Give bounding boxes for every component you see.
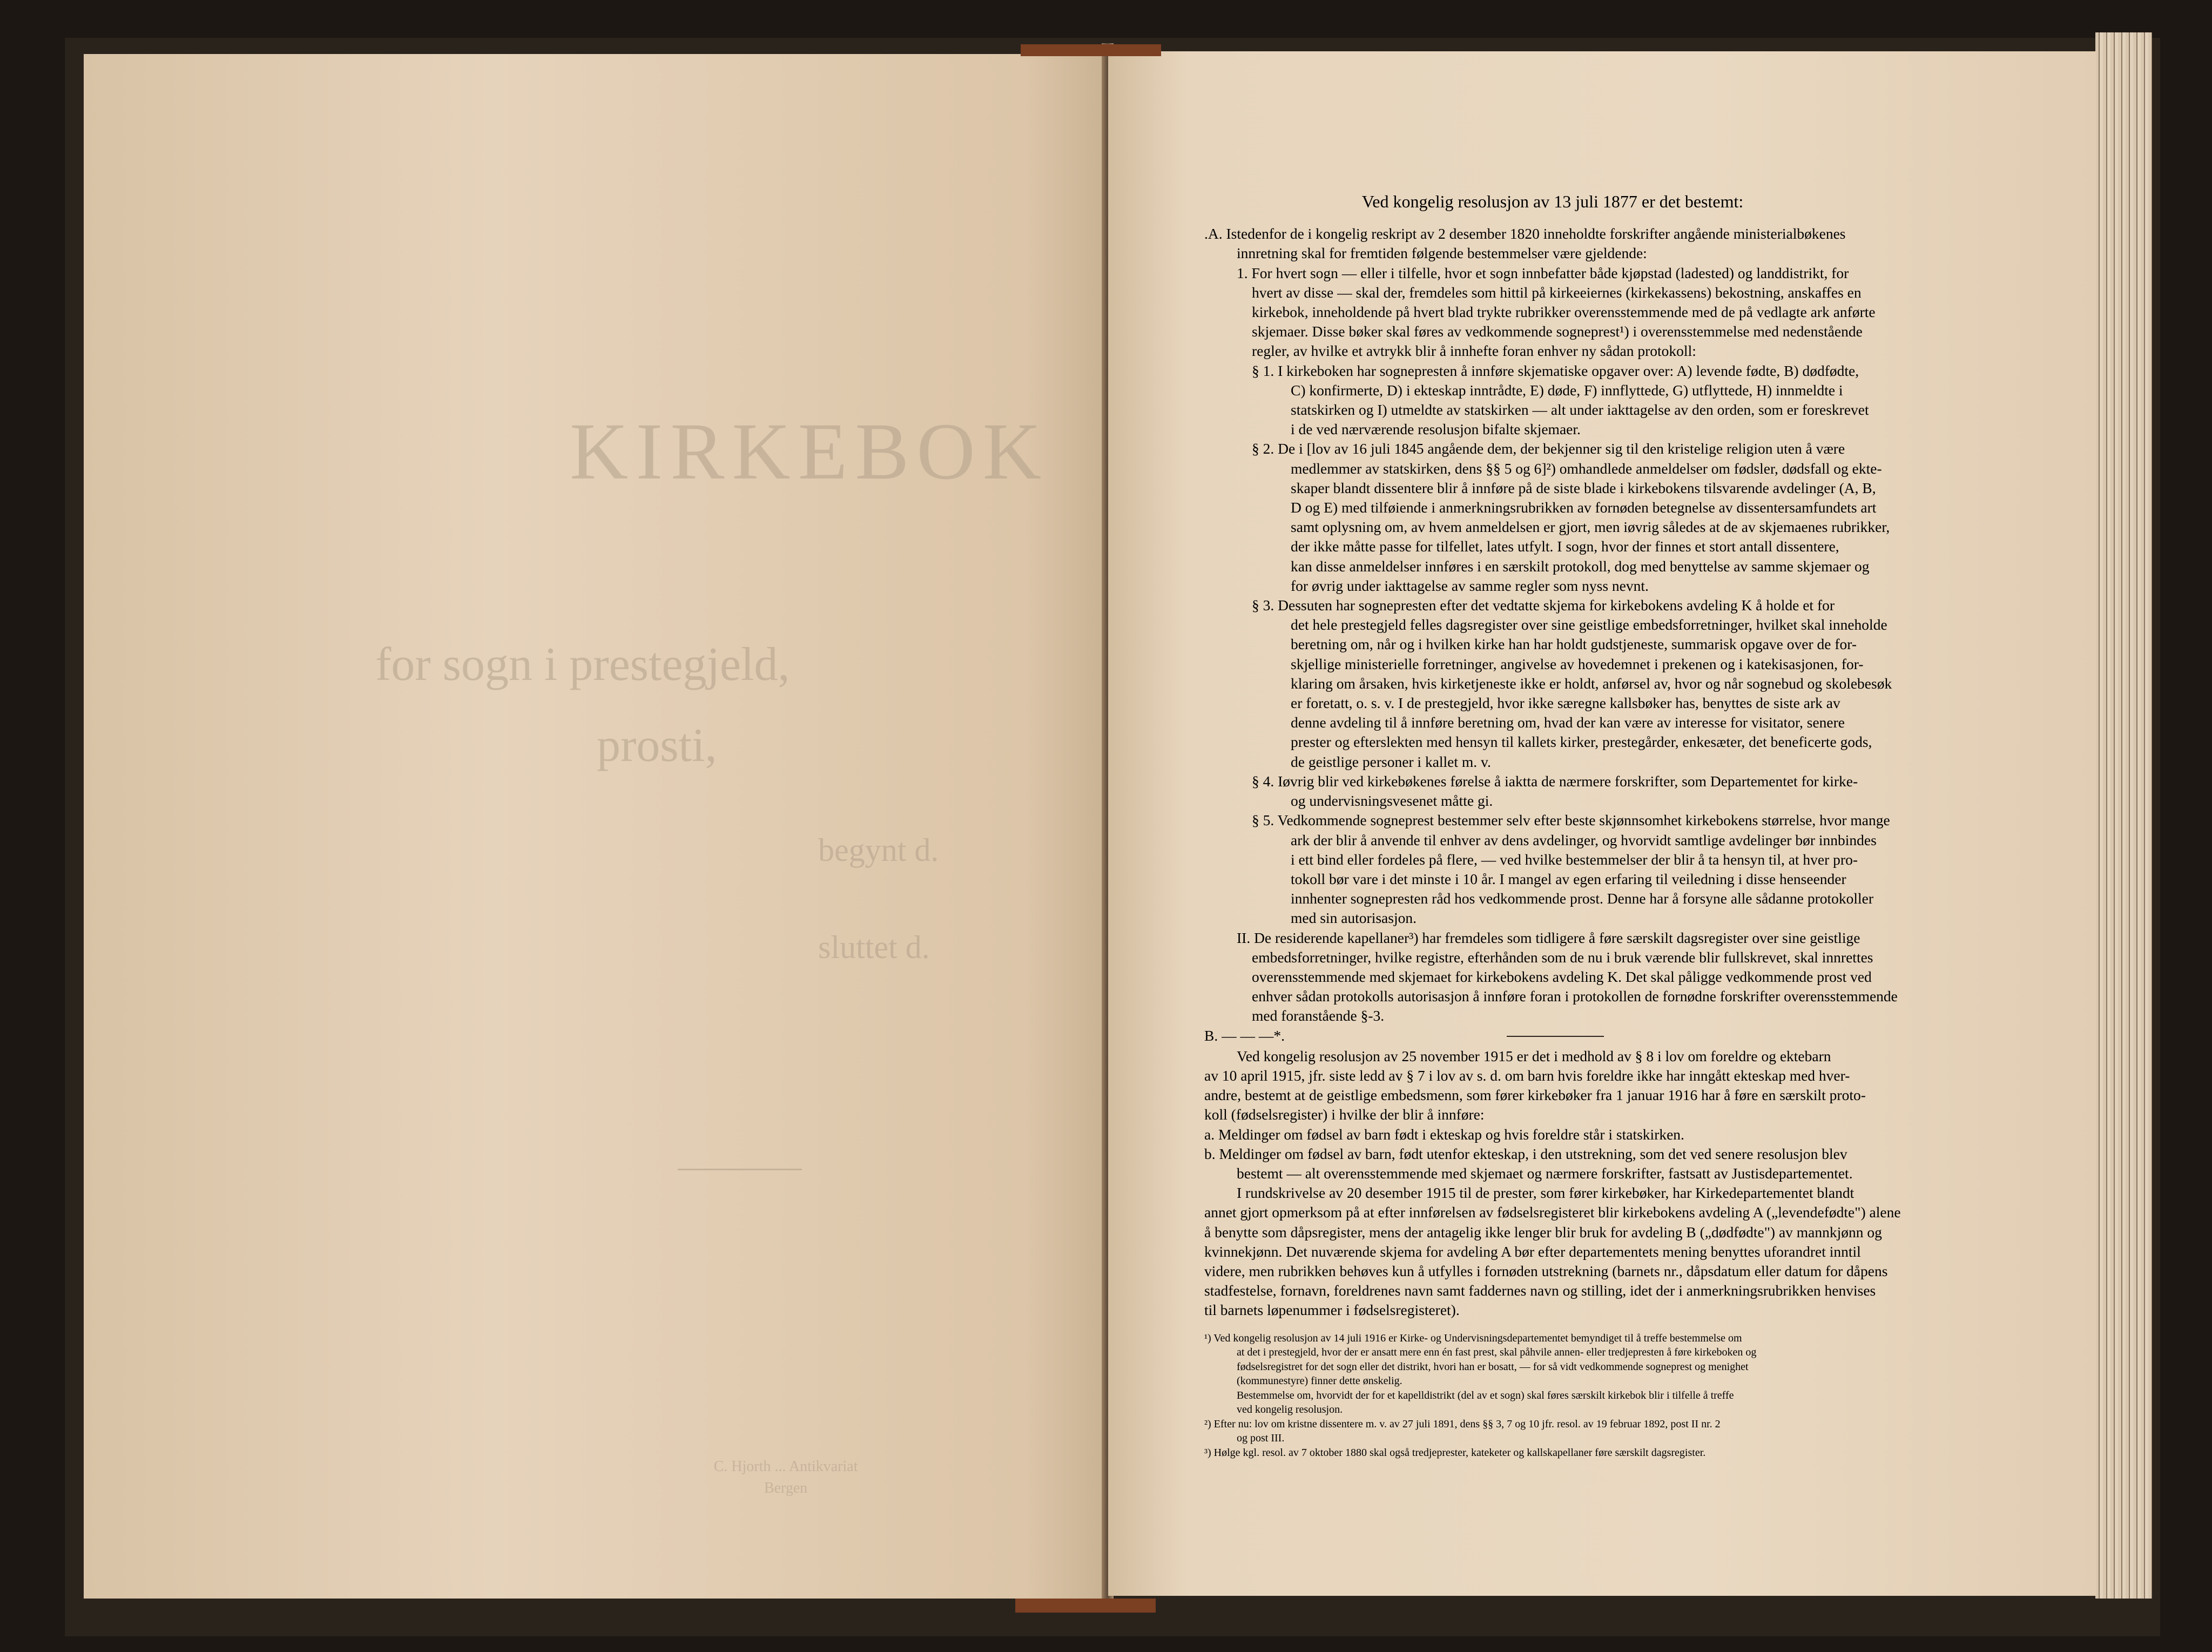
text-line: innhenter sognepresten råd hos vedkommende prost. Denne har å forsyne alle sådanne protokoller xyxy=(1291,890,1874,907)
text-line: der ikke måtte passe for tilfellet, lates utfylt. I sogn, hvor der finnes et stort antall dissentere, xyxy=(1291,538,1839,555)
text-line: § 4. Iøvrig blir ved kirkebøkenes førelse å iaktta de nærmere forskrifter, som Departementet for kirke- xyxy=(1252,772,1858,790)
text-line: av 10 april 1915, jfr. siste ledd av § 7 i lov av s. d. om barn hvis foreldre ikke har inngått ekteskap med hver- xyxy=(1204,1067,1850,1084)
footnote-line: og post III. xyxy=(1237,1432,1285,1445)
text-line: samt oplysning om, av hvem anmeldelsen er gjort, men iøvrig således at de av skjemaenes rubrikker, xyxy=(1291,518,1890,536)
text-line: beretning om, når og i hvilken kirke han har holdt gudstjeneste, summarisk opgave over de for- xyxy=(1291,636,1857,653)
text-line: bestemt — alt overensstemmende med skjemaet og nærmere forskrifter, fastsatt av Justisdepartementet. xyxy=(1237,1164,1853,1182)
text-line: § 2. De i [lov av 16 juli 1845 angående dem, der bekjenner sig til den kristelige religion uten å være xyxy=(1252,440,1845,457)
text-line: klaring om årsaken, hvis kirketjeneste ikke er holdt, anførsel av, hvor og når sognebud og skolebesøk xyxy=(1291,675,1892,692)
text-line: § 3. Dessuten har sognepresten efter det vedtatte skjema for kirkebokens avdeling K å holde et for xyxy=(1252,597,1835,614)
text-line: skaper blandt dissentere blir å innføre på de siste blade i kirkebokens tilsvarende avdelinger (A, B, xyxy=(1291,479,1876,496)
text-line: 1. For hvert sogn — eller i tilfelle, hvor et sogn innbefatter både kjøpstad (ladested) og landdistrikt, for xyxy=(1237,264,1849,281)
text-line: statskirken og I) utmeldte av statskirken — alt under iakttagelse av den orden, som er foreskrevet xyxy=(1291,401,1869,419)
text-line: C) konfirmerte, D) i ekteskap inntrådte, E) døde, F) innflyttede, G) utflyttede, H) innmeldte i xyxy=(1291,381,1843,399)
text-line: medlemmer av statskirken, dens §§ 5 og 6]²) omhandlede anmeldelser om fødsler, dødsfall og ekte- xyxy=(1291,460,1882,477)
text-line: i ett bind eller fordeles på flere, — ved hvilke bestemmelser der blir å ta hensyn til, at hver pro- xyxy=(1291,851,1858,868)
text-line: koll (fødselsregister) i hvilke der blir å innføre: xyxy=(1204,1106,1485,1123)
footnote-line: ved kongelig resolusjon. xyxy=(1237,1404,1343,1416)
text-line: b. Meldinger om fødsel av barn, født utenfor ekteskap, i den utstrekning, som det ved senere resolusjon blev xyxy=(1204,1145,1847,1162)
text-line: med sin autorisasjon. xyxy=(1291,909,1417,927)
footnote-line: at det i prestegjeld, hvor der er ansatt mere enn én fast prest, skal påhvile annen- eller tredjepresten å føre kirkeboken og xyxy=(1237,1346,1757,1359)
text-line: til barnets løpenummer i fødselsregisteret). xyxy=(1204,1302,1460,1319)
footnote-line: ¹) Ved kongelig resolusjon av 14 juli 1916 er Kirke- og Undervisningsdepartementet bemyndiget til å treffe bestemmelse om xyxy=(1204,1332,1742,1344)
page-edges xyxy=(2095,32,2152,1599)
text-line: innretning skal for fremtiden følgende bestemmelser være gjeldende: xyxy=(1237,245,1647,262)
text-line: ark der blir å anvende til enhver av dens avdelinger, og hvorvidt samtlige avdelinger bør innbindes xyxy=(1291,831,1877,848)
left-page-deanery-line: prosti, xyxy=(597,719,717,772)
text-line: I rundskrivelse av 20 desember 1915 til de prester, som fører kirkebøker, har Kirkedepartementet blandt xyxy=(1237,1184,1854,1202)
resolution-text xyxy=(1204,192,1901,1460)
text-line: for øvrig under iakttagelse av samme regler som nyss nevnt. xyxy=(1291,577,1649,594)
text-line: Ved kongelig resolusjon av 25 november 1915 er det i medhold av § 8 i lov om foreldre og ektebarn xyxy=(1237,1047,1831,1064)
footnote-line: ³) Hølge kgl. resol. av 7 oktober 1880 skal også tredjeprester, kateketer og kallskapellaner føre særskilt dagsregister. xyxy=(1204,1446,1706,1459)
text-line: stadfestelse, fornavn, foreldrenes navn samt faddernes navn og stilling, idet der i anmerkningsrubrikken henvises xyxy=(1204,1282,1876,1299)
footnote-line: fødselsregistret for det sogn eller det distrikt, hvori han er bosatt, — for så vidt vedkommende sogneprest og menighet xyxy=(1237,1360,1749,1373)
text-line: denne avdeling til å innføre beretning om, hvad der kan være av interesse for visitator, senere xyxy=(1291,714,1845,731)
left-page-imprint xyxy=(597,1456,975,1499)
text-line: § 5. Vedkommende sogneprest bestemmer selv efter beste skjønnsomhet kirkebokens størrelse, hvor mange xyxy=(1252,812,1890,829)
text-line: i de ved nærværende resolusjon bifalte skjemaer. xyxy=(1291,421,1581,438)
left-page xyxy=(84,54,1107,1599)
text-line: D og E) med tilføiende i anmerkningsrubrikken av fornøden betegnelse av dissentersamfundets art xyxy=(1291,499,1877,516)
left-page-parish-line: for sogn i prestegjeld, xyxy=(375,638,790,691)
text-line: hvert av disse — skal der, fremdeles som hittil på kirkeeiernes (kirkekassens) bekostning, anskaffes en xyxy=(1252,284,1862,301)
imprint-line-1: C. Hjorth ... Antikvariat xyxy=(713,1458,858,1475)
text-line: § 1. I kirkeboken har sognepresten å innføre skjematiske opgaver over: A) levende fødte, B) dødfødte, xyxy=(1252,362,1859,379)
ribbon-bottom xyxy=(1015,1599,1156,1613)
text-line: er foretatt, o. s. v. I de prestegjeld, hvor ikke særegne kallsbøker has, benyttes de siste ark av xyxy=(1291,694,1840,712)
text-line: det hele prestegjeld felles dagsregister over sine geistlige embedsforretninger, hvilket skal inneholde xyxy=(1291,616,1887,633)
text-line: å benytte som dåpsregister, mens der antagelig ikke lenger blir bruk for avdeling B („dødfødte") av mannkjønn og xyxy=(1204,1223,1882,1240)
text-line: de geistlige personer i kallet m. v. xyxy=(1291,753,1491,770)
text-line: B. — — —*. xyxy=(1204,1027,1285,1044)
text-line: kan disse anmeldelser innføres i en særskilt protokoll, dog med benyttelse av samme skjemaer og xyxy=(1291,557,1870,575)
text-line: og undervisningsvesenet måtte gi. xyxy=(1291,792,1493,810)
text-line: enhver sådan protokolls autorisasjon å innføre foran i protokollen de fornødne forskrifter overensstemmende xyxy=(1252,988,1898,1005)
footnote-line: Bestemmelse om, hvorvidt der for et kapelldistrikt (del av et sogn) skal føres særskilt kirkebok blir i tilfelle å treffe xyxy=(1237,1389,1734,1401)
text-line: overensstemmende med skjemaet for kirkebokens avdeling K. Det skal påligge vedkommende prost ved xyxy=(1252,968,1872,985)
text-line: II. De residerende kapellaner³) har fremdeles som tidligere å føre særskilt dagsregister over sine geistlige xyxy=(1237,929,1860,946)
text-line: a. Meldinger om fødsel av barn født i ekteskap og hvis foreldre står i statskirken. xyxy=(1204,1125,1684,1143)
text-line: skjellige ministerielle forretninger, angivelse av hovedemnet i prekenen og i katekisasjonen, for- xyxy=(1291,655,1864,672)
text-line: kvinnekjønn. Det nuværende skjema for avdeling A bør efter departementets mening benyttes uforandret inntil xyxy=(1204,1243,1861,1260)
text-line: prester og efterslekten med hensyn til kallets kirker, prestegårder, enkesæter, det beneficerte gods, xyxy=(1291,733,1872,751)
footnote-line: ²) Efter nu: lov om kristne dissentere m. v. av 27 juli 1891, dens §§ 3, 7 og 10 jfr. resol. av 19 februar 1892, post II nr. 2 xyxy=(1204,1418,1721,1430)
text-line: .A. Istedenfor de i kongelig reskript av 2 desember 1820 inneholdte forskrifter angående ministerialbøkenes xyxy=(1204,225,1846,242)
left-page-title: KIRKEBOK xyxy=(570,407,1049,496)
left-page-begun-line: begynt d. xyxy=(818,832,939,868)
page-heading: Ved kongelig resolusjon av 13 juli 1877 er det bestemt: xyxy=(1361,192,1744,211)
body-text xyxy=(1204,224,1901,1320)
text-line: annet gjort opmerksom på at efter innførelsen av fødselsregisteret blir kirkebokens avdeling A („levendefødte") alene xyxy=(1204,1204,1901,1221)
text-line: videre, men rubrikken behøves kun å utfylles i fornøden utstrekning (barnets nr., dåpsdatum eller datum for dåpens xyxy=(1204,1262,1888,1279)
section-separator xyxy=(1507,1036,1604,1037)
ribbon-top xyxy=(1021,44,1161,56)
text-line: embedsforretninger, hvilke registre, efterhånden som de nu i bruk værende blir fullskrevet, skal innrettes xyxy=(1252,948,1873,966)
text-line: tokoll bør vare i det minste i 10 år. I mangel av egen erfaring til veiledning i disse henseender xyxy=(1291,870,1846,887)
text-line: regler, av hvilke et avtrykk blir å innhefte foran enhver ny sådan protokoll: xyxy=(1252,342,1696,360)
left-page-rule xyxy=(678,1169,802,1170)
text-line: kirkebok, inneholdende på hvert blad trykte rubrikker overensstemmende med de på vedlagte ark anførte xyxy=(1252,304,1876,321)
text-line: med foranstående §-3. xyxy=(1252,1007,1385,1024)
text-line: skjemaer. Disse bøker skal føres av vedkommende sogneprest¹) i overensstemmelse med nedenstående xyxy=(1252,323,1863,340)
footnotes xyxy=(1204,1331,1879,1460)
text-line: andre, bestemt at de geistlige embedsmenn, som fører kirkebøker fra 1 januar 1916 har å føre en særskilt proto- xyxy=(1204,1087,1866,1104)
imprint-line-2: Bergen xyxy=(764,1480,808,1496)
footnote-line: (kommunestyre) finner dette ønskelig. xyxy=(1237,1375,1402,1387)
left-page-ended-line: sluttet d. xyxy=(818,929,930,965)
